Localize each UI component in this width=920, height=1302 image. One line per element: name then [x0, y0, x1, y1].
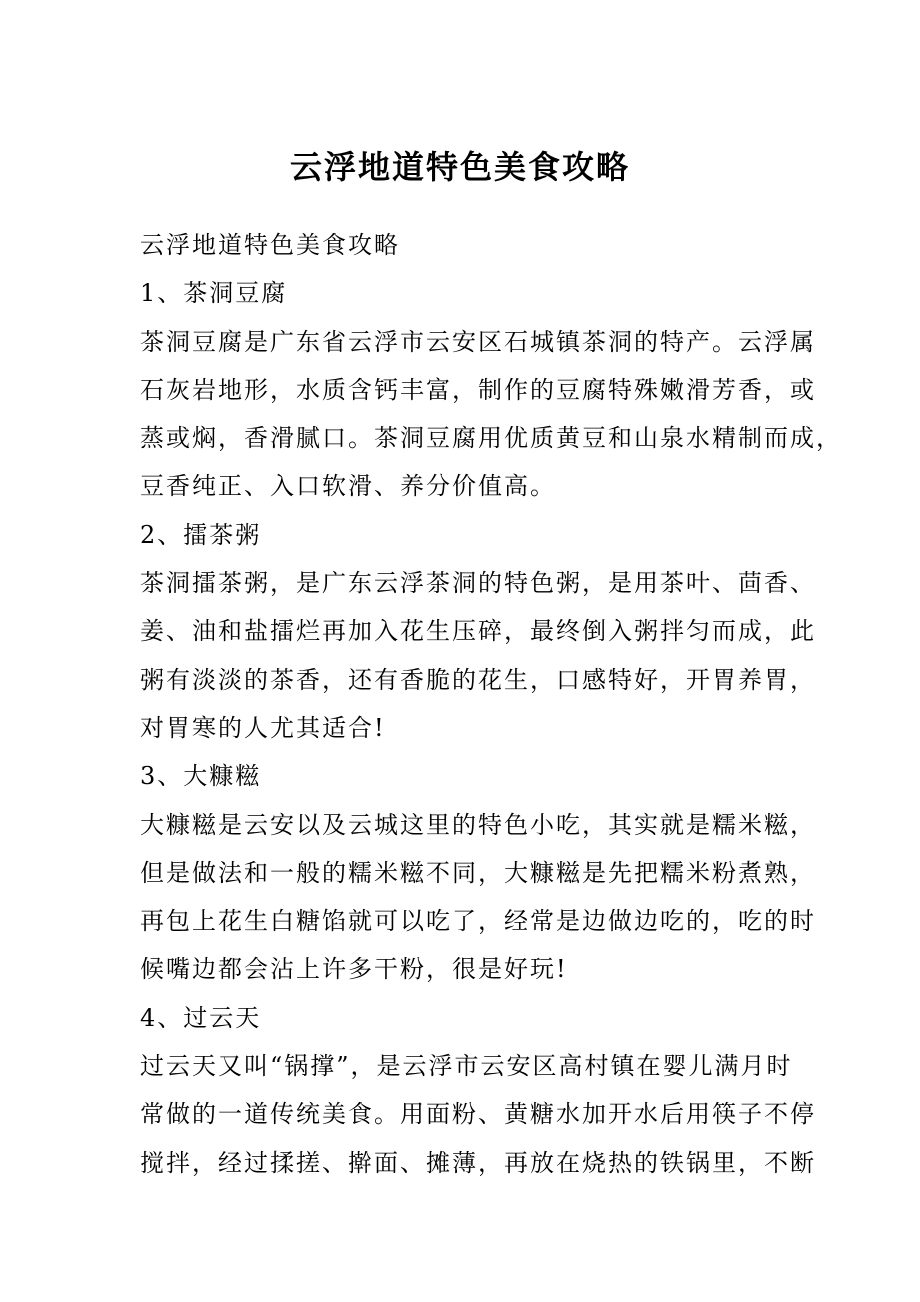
text-line: 搅拌，经过揉搓、擀面、摊薄，再放在烧热的铁锅里，不断 — [140, 1148, 816, 1177]
text-line: 蒸或焖，香滑腻口。茶洞豆腐用优质黄豆和山泉水精制而成， — [140, 424, 842, 453]
text-line: 茶洞豆腐是广东省云浮市云安区石城镇茶洞的特产。云浮属 — [140, 327, 816, 356]
section-heading: 2、擂茶粥 — [140, 520, 262, 549]
text-line: 过云天又叫“锅撑”，是云浮市云安区高村镇在婴儿满月时 — [140, 1052, 793, 1081]
section-heading: 4、过云天 — [140, 1003, 262, 1032]
text-line: 常做的一道传统美食。用面粉、黄糖水加开水后用筷子不停 — [140, 1100, 816, 1129]
text-line: 云浮地道特色美食攻略 — [140, 231, 400, 259]
text-line: 豆香纯正、入口软滑、养分价值高。 — [140, 472, 556, 501]
text-line: 石灰岩地形，水质含钙丰富，制作的豆腐特殊嫩滑芳香，或 — [140, 375, 816, 404]
text-line: 大糠糍是云安以及云城这里的特色小吃，其实就是糯米糍， — [140, 810, 816, 839]
text-line: 粥有淡淡的茶香，还有香脆的花生，口感特好，开胃养胃， — [140, 665, 816, 694]
text-line: 候嘴边都会沾上许多干粉，很是好玩! — [140, 955, 568, 984]
text-line: 茶洞擂茶粥，是广东云浮茶洞的特色粥，是用茶叶、茴香、 — [140, 569, 816, 598]
text-line: 对胃寒的人尤其适合! — [140, 713, 386, 742]
section-heading: 1、茶洞豆腐 — [140, 279, 288, 308]
document-title: 云浮地道特色美食攻略 — [289, 148, 630, 186]
document-body — [140, 221, 840, 1187]
text-line: 但是做法和一般的糯米糍不同，大糠糍是先把糯米粉煮熟， — [140, 858, 816, 887]
text-line: 再包上花生白糖馅就可以吃了，经常是边做边吃的，吃的时 — [140, 907, 816, 936]
text-line: 姜、油和盐擂烂再加入花生压碎，最终倒入粥拌匀而成，此 — [140, 617, 816, 646]
section-heading: 3、大糠糍 — [140, 762, 262, 791]
